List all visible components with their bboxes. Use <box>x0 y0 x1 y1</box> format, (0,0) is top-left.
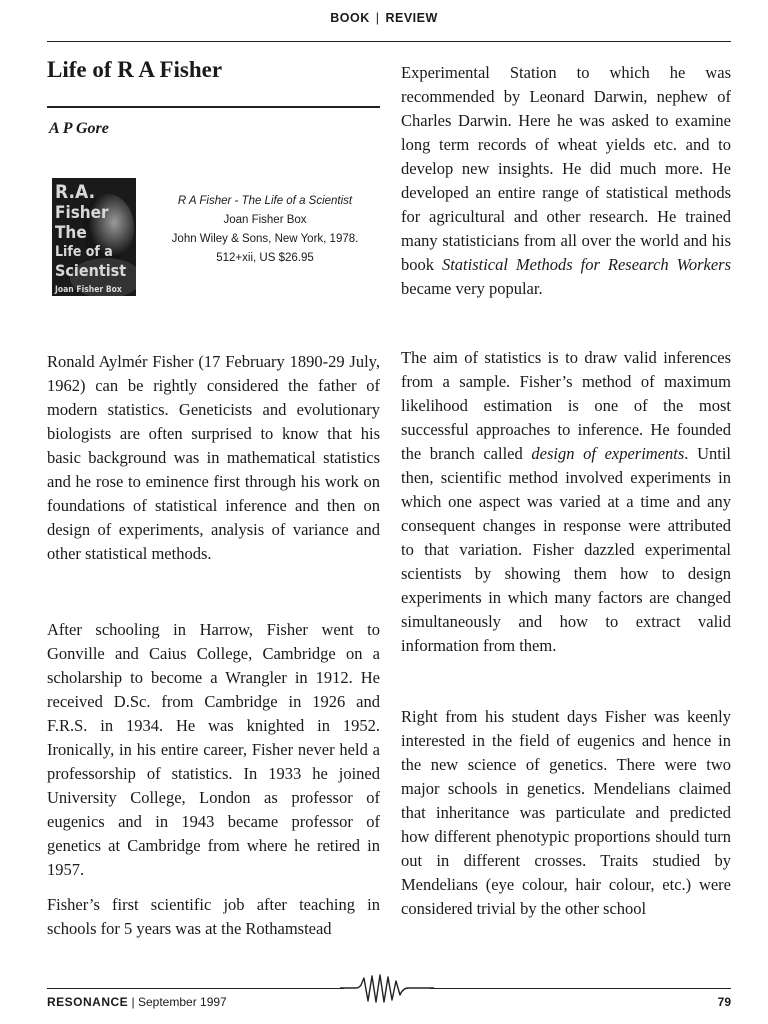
book-cover-illustration <box>52 178 136 296</box>
footer-divider: | <box>131 995 135 1009</box>
page-header <box>0 11 768 25</box>
book-title: R A Fisher - The Life of a Scientist <box>177 195 353 207</box>
left-paragraph-1: Ronald Aylmér Fisher (17 February 1890-29 July, 1962) can be rightly considered the father of modern statistics. Geneticists and evolutionary biologists are often surprised to know that his basic background was in mathematical statistics and he rose to eminence first through his work on foundations of statistical inference and then on design of experiments, analysis of variance and other statistical methods. <box>47 352 380 563</box>
title-rule <box>47 106 380 108</box>
cover-line-5: Scientist <box>55 261 127 280</box>
footer-journal-name: RESONANCE <box>47 995 129 1009</box>
footer-journal <box>47 995 227 1009</box>
right-paragraph-2: The aim of statistics is to draw valid inferences from a sample. Fisher’s method of maximum likelihood estimation is one of the most successful approaches to inference. He founded the branch called design of experiments. Until then, scientific method involved experiments in which one aspect was varied at a time and any consequent changes in response were attributed to that variation. Fisher dazzled experimental scientists by showing them how to design experiments in which many factors are changed simultaneously and how to extract valid information from them. <box>401 348 731 655</box>
header-divider: | <box>375 11 380 25</box>
right-paragraph-1: Experimental Station to which he was recommended by Leonard Darwin, nephew of Charles Darwin. Here he was asked to examine long term records of wheat yields etc. and to develop new insights. He did much more. He developed an entire range of statistical methods for agricultural and other research. He trained many statisticians from all over the world and his book Statistical Methods for Research Workers became very popular. <box>401 63 732 298</box>
page-number: 79 <box>717 995 731 1009</box>
header-section: BOOK <box>330 11 370 25</box>
cover-line-3: The <box>55 223 87 243</box>
cover-line-2: Fisher <box>55 203 109 223</box>
book-publisher: John Wiley & Sons, New York, 1978. <box>171 233 359 245</box>
article-author: A P Gore <box>49 120 109 137</box>
left-paragraph-3: Fisher’s first scientific job after teaching in schools for 5 years was at the Rothamstead <box>47 895 380 938</box>
cover-line-6: Joan Fisher Box <box>55 285 122 295</box>
footer-rule-right <box>430 988 731 989</box>
book-pages-price: 512+xii, US $26.95 <box>216 252 314 264</box>
article-title: Life of R A Fisher <box>47 57 223 82</box>
book-cover-image <box>52 178 136 296</box>
cover-line-1: R.A. <box>55 181 96 203</box>
footer-issue: September 1997 <box>138 995 227 1009</box>
book-title-reference: Statistical Methods for Research Workers <box>441 255 732 274</box>
design-of-experiments-term: design of experiments <box>531 444 685 463</box>
header-subsection: REVIEW <box>385 11 438 25</box>
book-author: Joan Fisher Box <box>223 214 307 226</box>
header-rule <box>47 41 731 42</box>
cover-line-4: Life of a <box>55 244 113 260</box>
left-paragraph-2: After schooling in Harrow, Fisher went to Gonville and Caius College, Cambridge on a scholarship to become a Wrangler in 1912. He received D.Sc. from Cambridge in 1926 and F.R.S. in 1934. He was knighted in 1952. Ironically, in his entire career, Fisher never held a professorship of statistics. In 1933 he joined University College, London as professor of eugenics and in 1943 became professor of genetics at Cambridge from where he retired in 1957. <box>47 620 380 879</box>
right-paragraph-3: Right from his student days Fisher was keenly interested in the field of eugenics and hence in the new science of genetics. There were two major schools in genetics. Mendelians claimed that inheritance was particulate and predicted how different phenotypic proportions should turn out in different crosses. Traits studied by Mendelians (eye colour, hair colour, etc.) were considered trivial by the other school <box>401 707 731 918</box>
journal-wave-logo <box>340 973 434 1005</box>
footer-rule-left <box>47 988 344 989</box>
book-details <box>160 192 370 268</box>
